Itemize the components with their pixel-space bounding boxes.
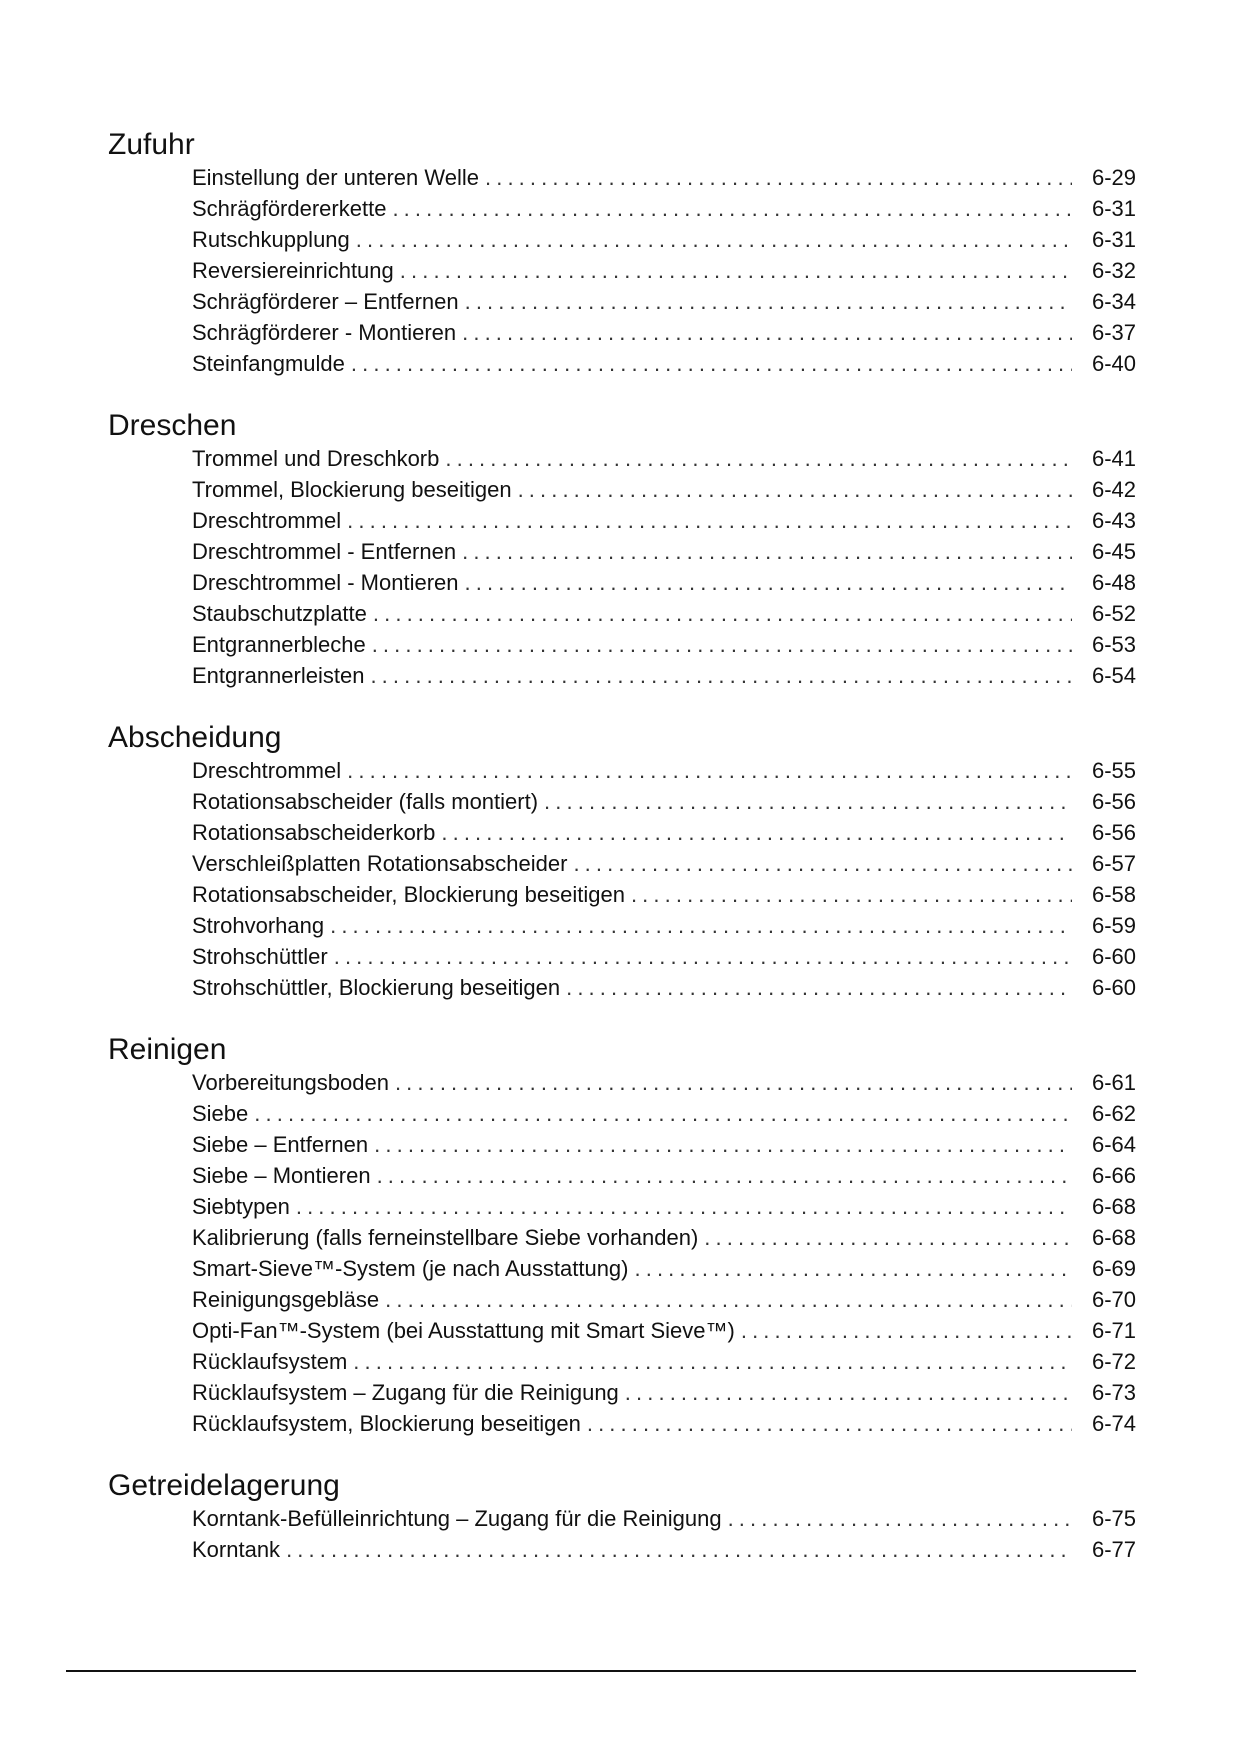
dot-leader (566, 972, 1072, 1003)
toc-entry-title: Trommel und Dreschkorb (192, 446, 440, 471)
dot-leader (356, 224, 1072, 255)
dot-leader (385, 1284, 1072, 1315)
toc-entry-page: 6-31 (1091, 227, 1136, 252)
toc-entry-page: 6-71 (1091, 1318, 1136, 1343)
dot-leader (441, 817, 1072, 848)
toc-entry-title: Rotationsabscheiderkorb (192, 820, 436, 845)
dot-leader (465, 286, 1072, 317)
toc-entry[interactable] (192, 286, 1136, 317)
dot-leader (286, 1534, 1072, 1565)
toc-entry-title: Siebe (192, 1101, 249, 1126)
toc-entry-list (192, 1067, 1136, 1439)
toc-entry-page: 6-40 (1091, 351, 1136, 376)
toc-entry-title: Schrägförderer – Entfernen (192, 289, 459, 314)
dot-leader (462, 536, 1072, 567)
toc-entry-page: 6-53 (1091, 632, 1136, 657)
dot-leader (587, 1408, 1072, 1439)
toc-entry-title: Rücklaufsystem (192, 1349, 348, 1374)
dot-leader (373, 598, 1072, 629)
dot-leader (544, 786, 1072, 817)
toc-entry[interactable] (192, 660, 1136, 691)
toc-entry-title: Rutschkupplung (192, 227, 350, 252)
toc-entry-page: 6-43 (1091, 508, 1136, 533)
dot-leader (347, 755, 1072, 786)
toc-entry[interactable] (192, 1408, 1136, 1439)
toc-entry-page: 6-72 (1091, 1349, 1136, 1374)
toc-entry-title: Strohschüttler, Blockierung beseitigen (192, 975, 561, 1000)
dot-leader (334, 941, 1072, 972)
toc-entry-page: 6-32 (1091, 258, 1136, 283)
toc-entry[interactable] (192, 786, 1136, 817)
toc-section (108, 409, 1136, 691)
toc-entry-page: 6-59 (1091, 913, 1136, 938)
toc-entry[interactable] (192, 629, 1136, 660)
toc-entry[interactable] (192, 910, 1136, 941)
toc-entry-page: 6-60 (1091, 944, 1136, 969)
section-heading: Abscheidung (108, 721, 282, 754)
toc-entry-page: 6-68 (1091, 1225, 1136, 1250)
toc-section (108, 128, 1136, 379)
toc-entry-title: Korntank (192, 1537, 281, 1562)
dot-leader (370, 660, 1072, 691)
toc-entry-title: Trommel, Blockierung beseitigen (192, 477, 512, 502)
footer-rule (66, 1670, 1136, 1672)
toc-entry[interactable] (192, 1067, 1136, 1098)
toc-entry-title: Strohvorhang (192, 913, 325, 938)
toc-entry-title: Dreschtrommel (192, 758, 342, 783)
toc-entry-title: Steinfangmulde (192, 351, 345, 376)
dot-leader (377, 1160, 1072, 1191)
dot-leader (400, 255, 1072, 286)
dot-leader (347, 505, 1072, 536)
section-heading: Zufuhr (108, 128, 195, 161)
toc-entry-title: Verschleißplatten Rotationsabscheider (192, 851, 568, 876)
dot-leader (445, 443, 1072, 474)
dot-leader (353, 1346, 1072, 1377)
toc-entry-page: 6-52 (1091, 601, 1136, 626)
toc-entry-title: Schrägfördererkette (192, 196, 387, 221)
toc-entry-title: Siebe – Entfernen (192, 1132, 369, 1157)
dot-leader (395, 1067, 1072, 1098)
toc-entry-page: 6-48 (1091, 570, 1136, 595)
section-heading: Reinigen (108, 1033, 227, 1066)
toc-entry[interactable] (192, 224, 1136, 255)
toc-entry[interactable] (192, 1253, 1136, 1284)
toc-entry[interactable] (192, 848, 1136, 879)
toc-entry[interactable] (192, 1534, 1136, 1565)
toc-entry-page: 6-58 (1091, 882, 1136, 907)
toc-entry-list (192, 1503, 1136, 1565)
toc-entry[interactable] (192, 1346, 1136, 1377)
dot-leader (485, 162, 1072, 193)
toc-entry-page: 6-66 (1091, 1163, 1136, 1188)
toc-entry[interactable] (192, 1377, 1136, 1408)
toc-entry-title: Vorbereitungsboden (192, 1070, 389, 1095)
toc-entry-page: 6-68 (1091, 1194, 1136, 1219)
toc-entry[interactable] (192, 817, 1136, 848)
toc-entry-list (192, 443, 1136, 691)
toc-entry-page: 6-75 (1091, 1506, 1136, 1531)
toc-entry[interactable] (192, 443, 1136, 474)
toc-section (108, 1033, 1136, 1439)
toc-entry[interactable] (192, 317, 1136, 348)
toc-entry-list (192, 755, 1136, 1003)
toc-entry[interactable] (192, 879, 1136, 910)
dot-leader (728, 1503, 1072, 1534)
dot-leader (625, 1377, 1072, 1408)
toc-entry-page: 6-61 (1091, 1070, 1136, 1095)
dot-leader (372, 629, 1072, 660)
toc-entry[interactable] (192, 1284, 1136, 1315)
dot-leader (254, 1098, 1072, 1129)
toc-entry[interactable] (192, 1222, 1136, 1253)
toc-entry-title: Rücklaufsystem, Blockierung beseitigen (192, 1411, 581, 1436)
toc-entry-title: Opti-Fan™-System (bei Ausstattung mit Smart Sieve™) (192, 1318, 735, 1343)
toc-entry-title: Siebe – Montieren (192, 1163, 371, 1188)
toc-entry-page: 6-41 (1091, 446, 1136, 471)
toc-entry-list (192, 162, 1136, 379)
toc-entry[interactable] (192, 162, 1136, 193)
toc-entry-title: Siebtypen (192, 1194, 290, 1219)
toc-entry-title: Kalibrierung (falls ferneinstellbare Siebe vorhanden) (192, 1225, 699, 1250)
toc-entry[interactable] (192, 1191, 1136, 1222)
toc-entry[interactable] (192, 536, 1136, 567)
toc-entry-page: 6-29 (1091, 165, 1136, 190)
section-heading: Dreschen (108, 409, 237, 442)
toc-entry-page: 6-55 (1091, 758, 1136, 783)
toc-entry-page: 6-45 (1091, 539, 1136, 564)
dot-leader (374, 1129, 1072, 1160)
toc-entry[interactable] (192, 941, 1136, 972)
toc-entry-page: 6-70 (1091, 1287, 1136, 1312)
toc-section (108, 1469, 1136, 1565)
toc-entry-page: 6-54 (1091, 663, 1136, 688)
dot-leader (296, 1191, 1072, 1222)
toc-entry-title: Reversiereinrichtung (192, 258, 394, 283)
toc-entry-title: Dreschtrommel - Entfernen (192, 539, 457, 564)
dot-leader (392, 193, 1072, 224)
toc-entry-title: Entgrannerbleche (192, 632, 366, 657)
dot-leader (573, 848, 1072, 879)
table-of-contents (108, 128, 1136, 1595)
toc-entry[interactable] (192, 474, 1136, 505)
toc-entry-title: Korntank-Befülleinrichtung – Zugang für die Reinigung (192, 1506, 722, 1531)
toc-entry[interactable] (192, 755, 1136, 786)
toc-entry[interactable] (192, 505, 1136, 536)
toc-entry-title: Staubschutzplatte (192, 601, 367, 626)
toc-entry-page: 6-60 (1091, 975, 1136, 1000)
toc-entry-title: Rotationsabscheider, Blockierung beseitigen (192, 882, 625, 907)
toc-entry-page: 6-77 (1091, 1537, 1136, 1562)
toc-entry-title: Smart-Sieve™-System (je nach Ausstattung) (192, 1256, 629, 1281)
dot-leader (704, 1222, 1072, 1253)
dot-leader (351, 348, 1072, 379)
toc-entry-title: Schrägförderer - Montieren (192, 320, 457, 345)
toc-entry-page: 6-31 (1091, 196, 1136, 221)
dot-leader (741, 1315, 1072, 1346)
toc-entry-page: 6-64 (1091, 1132, 1136, 1157)
toc-entry-title: Reinigungsgebläse (192, 1287, 380, 1312)
toc-entry-title: Entgrannerleisten (192, 663, 365, 688)
toc-entry-page: 6-69 (1091, 1256, 1136, 1281)
toc-entry-title: Einstellung der unteren Welle (192, 165, 479, 190)
toc-entry-page: 6-57 (1091, 851, 1136, 876)
toc-entry-page: 6-74 (1091, 1411, 1136, 1436)
toc-entry-page: 6-42 (1091, 477, 1136, 502)
toc-entry[interactable] (192, 1098, 1136, 1129)
dot-leader (635, 1253, 1073, 1284)
toc-entry[interactable] (192, 1315, 1136, 1346)
section-heading: Getreidelagerung (108, 1469, 340, 1502)
toc-entry[interactable] (192, 567, 1136, 598)
toc-entry-page: 6-37 (1091, 320, 1136, 345)
toc-entry-page: 6-73 (1091, 1380, 1136, 1405)
toc-entry-title: Dreschtrommel - Montieren (192, 570, 459, 595)
toc-section (108, 721, 1136, 1003)
dot-leader (462, 317, 1072, 348)
toc-entry[interactable] (192, 348, 1136, 379)
toc-entry-page: 6-56 (1091, 789, 1136, 814)
toc-entry-title: Rücklaufsystem – Zugang für die Reinigung (192, 1380, 619, 1405)
dot-leader (631, 879, 1072, 910)
toc-entry-title: Strohschüttler (192, 944, 328, 969)
toc-entry-page: 6-34 (1091, 289, 1136, 314)
toc-entry-title: Dreschtrommel (192, 508, 342, 533)
toc-entry[interactable] (192, 1160, 1136, 1191)
dot-leader (330, 910, 1072, 941)
toc-entry[interactable] (192, 972, 1136, 1003)
toc-entry[interactable] (192, 1129, 1136, 1160)
toc-entry-page: 6-56 (1091, 820, 1136, 845)
toc-entry-page: 6-62 (1091, 1101, 1136, 1126)
dot-leader (518, 474, 1072, 505)
toc-entry[interactable] (192, 1503, 1136, 1534)
dot-leader (465, 567, 1072, 598)
toc-entry-title: Rotationsabscheider (falls montiert) (192, 789, 539, 814)
toc-entry[interactable] (192, 255, 1136, 286)
toc-entry[interactable] (192, 193, 1136, 224)
toc-entry[interactable] (192, 598, 1136, 629)
